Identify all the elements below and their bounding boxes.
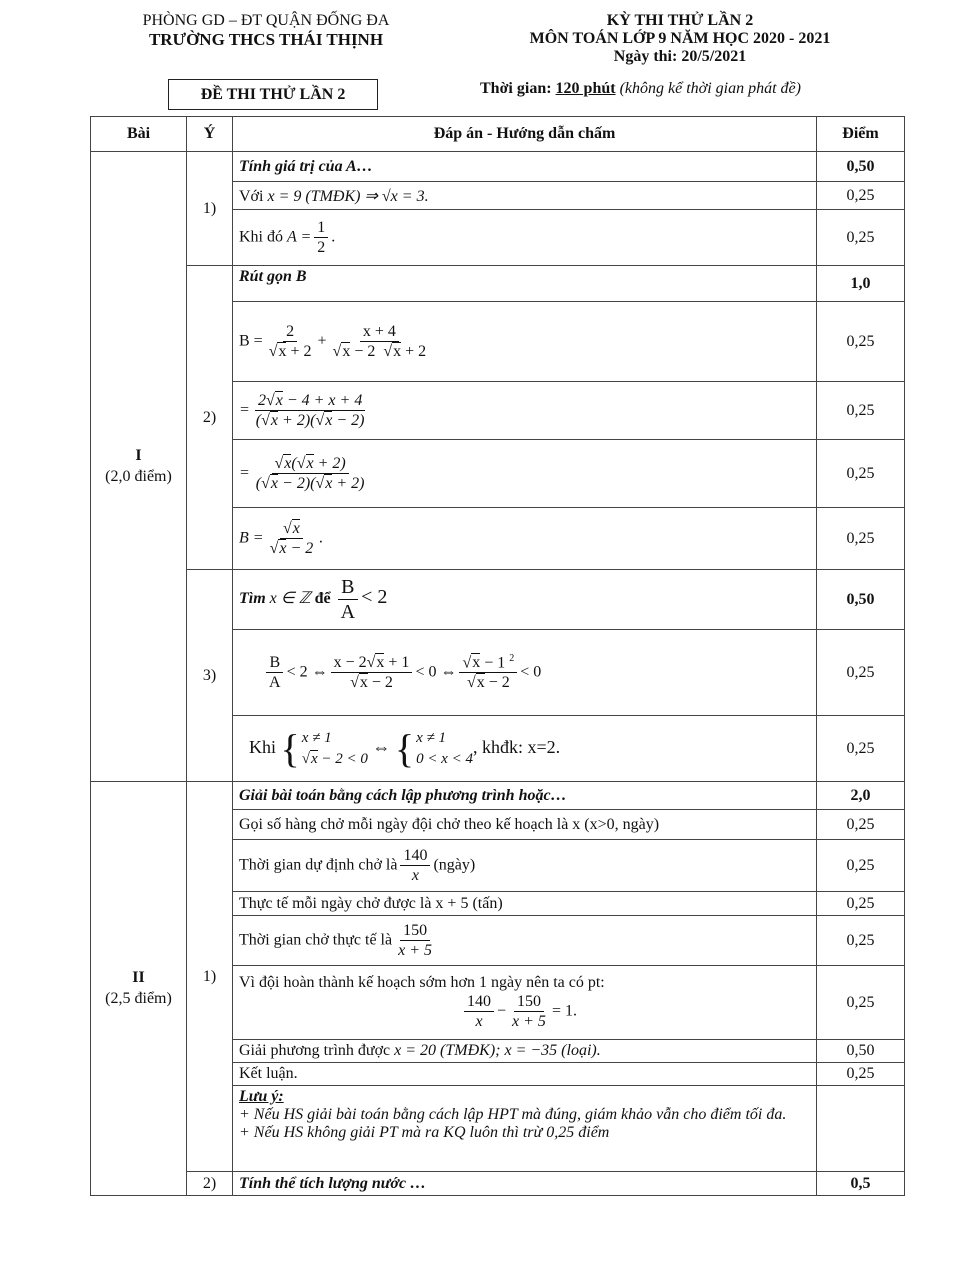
formula-result: B = $\frac{√x}{√x - 2}$ . — [233, 508, 817, 570]
score: 0,25 — [817, 182, 905, 210]
header-left — [96, 12, 436, 50]
score: 1,0 — [817, 266, 905, 302]
header-right — [470, 12, 890, 66]
table-row — [91, 152, 905, 182]
row-heading: Tính giá trị của A… — [233, 152, 817, 182]
score: 0,25 — [817, 966, 905, 1040]
score: 2,0 — [817, 782, 905, 810]
bai-2-cell: II (2,5 điểm) — [91, 782, 187, 1196]
answer-table — [90, 116, 905, 1196]
department-name: PHÒNG GD – ĐT QUẬN ĐỐNG ĐA — [142, 12, 390, 29]
school-name: TRƯỜNG THCS THÁI THỊNH — [148, 30, 384, 49]
col-header-y: Ý — [187, 117, 233, 152]
table-row: Khi đó A = $\frac{1}{2}$ . 0,25 — [91, 210, 905, 266]
table-row — [91, 266, 905, 302]
table-row: Gọi số hàng chở mỗi ngày đội chở theo kế hoạch là x (x>0, ngày) 0,25 — [91, 810, 905, 840]
score: 0,5 — [817, 1172, 905, 1196]
item-2: 2) — [187, 1172, 233, 1196]
table-row: Thời gian chở thực tế là $\frac{150}{x + 5}$ 0,25 — [91, 916, 905, 966]
row-heading: Giải bài toán bằng cách lập phương trình hoặc… — [233, 782, 817, 810]
score: 0,25 — [817, 1063, 905, 1086]
score: 0,25 — [817, 916, 905, 966]
score: 0,25 — [817, 440, 905, 508]
score: 0,25 — [817, 630, 905, 716]
score: 0,50 — [817, 152, 905, 182]
formula-step: = $\frac{2√x - 4 + x + 4}{(√x + 2)(√x - 2)}$ — [233, 382, 817, 440]
item-1: 1) — [187, 152, 233, 266]
exam-date: Ngày thi: 20/5/2021 — [613, 48, 747, 65]
table-row — [91, 782, 905, 810]
row-heading: Rút gọn B — [233, 266, 817, 302]
score: 0,25 — [817, 810, 905, 840]
note-title: Lưu ý: — [239, 1088, 284, 1105]
exam-badge: ĐỀ THI THỬ LẦN 2 — [168, 79, 378, 110]
subject-line: MÔN TOÁN LỚP 9 NĂM HỌC 2020 - 2021 — [529, 30, 831, 47]
col-header-score: Điểm — [817, 117, 905, 152]
score: 0,25 — [817, 508, 905, 570]
fraction: $\frac{1}{2}$ — [314, 218, 328, 257]
exam-title: KỲ THI THỬ LẦN 2 — [606, 12, 754, 29]
score: 0,50 — [817, 570, 905, 630]
row-heading: Tính thể tích lượng nước … — [233, 1172, 817, 1196]
col-header-bai: Bài — [91, 117, 187, 152]
inequality-chain: $\frac{B}{A}$ < 2 ⇔ $\frac{x - 2√x + 1}{√x - 2}$ < 0 ⇔ $\frac{√x - 1 ^2}{√x - 2}$ < 0 — [233, 630, 817, 716]
score: 0,25 — [817, 892, 905, 916]
score: 0,50 — [817, 1040, 905, 1063]
score: 0,25 — [817, 302, 905, 382]
item-2: 2) — [187, 266, 233, 570]
item-3: 3) — [187, 570, 233, 782]
table-row: Giải phương trình được x = 20 (TMĐK); x = −35 (loại). 0,50 — [91, 1040, 905, 1063]
formula-step: = $\frac{√x(√x + 2)}{(√x - 2)(√x + 2)}$ — [233, 440, 817, 508]
note-cell: Lưu ý: + Nếu HS giải bài toán bằng cách lập HPT mà đúng, giám khảo vẫn cho điểm tối đa. + Nếu HS không giải PT mà ra KQ luôn thì trừ 0,25 điểm — [233, 1086, 817, 1172]
table-row: Vì đội hoàn thành kế hoạch sớm hơn 1 ngày nên ta có pt: $\frac{140}{x}$ − $\frac{150}{x + 5}$ = 1. 0,25 — [91, 966, 905, 1040]
table-row: Khi { x ≠ 1 √x − 2 < 0 ⇔ { x ≠ 1 0 < x < 4 , khđk: x=2. 0,25 — [91, 716, 905, 782]
score: 0,25 — [817, 382, 905, 440]
table-header-row — [91, 117, 905, 152]
table-row: Thực tế mỗi ngày chở được là x + 5 (tấn) 0,25 — [91, 892, 905, 916]
score: 0,25 — [817, 716, 905, 782]
bai-1-points: (2,0 điểm) — [105, 467, 172, 485]
score: 0,25 — [817, 840, 905, 892]
time-note: (không kể thời gian phát đề) — [619, 80, 801, 97]
col-header-answer: Đáp án - Hướng dẫn chấm — [233, 117, 817, 152]
exam-time: Thời gian: 120 phút (không kể thời gian phát đề) — [480, 80, 801, 97]
bai-1-cell: I (2,0 điểm) — [91, 152, 187, 782]
equation: $\frac{140}{x}$ − $\frac{150}{x + 5}$ = 1. — [239, 992, 810, 1031]
item-1: 1) — [187, 782, 233, 1172]
bai-2-points: (2,5 điểm) — [105, 989, 172, 1007]
score: 0,25 — [817, 210, 905, 266]
formula-b: B = $\frac{2}{√x + 2}$ + $\frac{x + 4}{√x - 2 √x + 2}$ — [233, 302, 817, 382]
table-row: Thời gian dự định chở là $\frac{140}{x}$ (ngày) 0,25 — [91, 840, 905, 892]
table-row: 3) Tìm x ∈ ℤ để $\frac{B}{A}$ < 2 0,50 — [91, 570, 905, 630]
time-value: 120 phút — [555, 80, 616, 97]
table-row: Kết luận. 0,25 — [91, 1063, 905, 1086]
table-row: Với x = 9 (TMĐK) ⇒ √x = 3. 0,25 — [91, 182, 905, 210]
table-row — [91, 1172, 905, 1196]
